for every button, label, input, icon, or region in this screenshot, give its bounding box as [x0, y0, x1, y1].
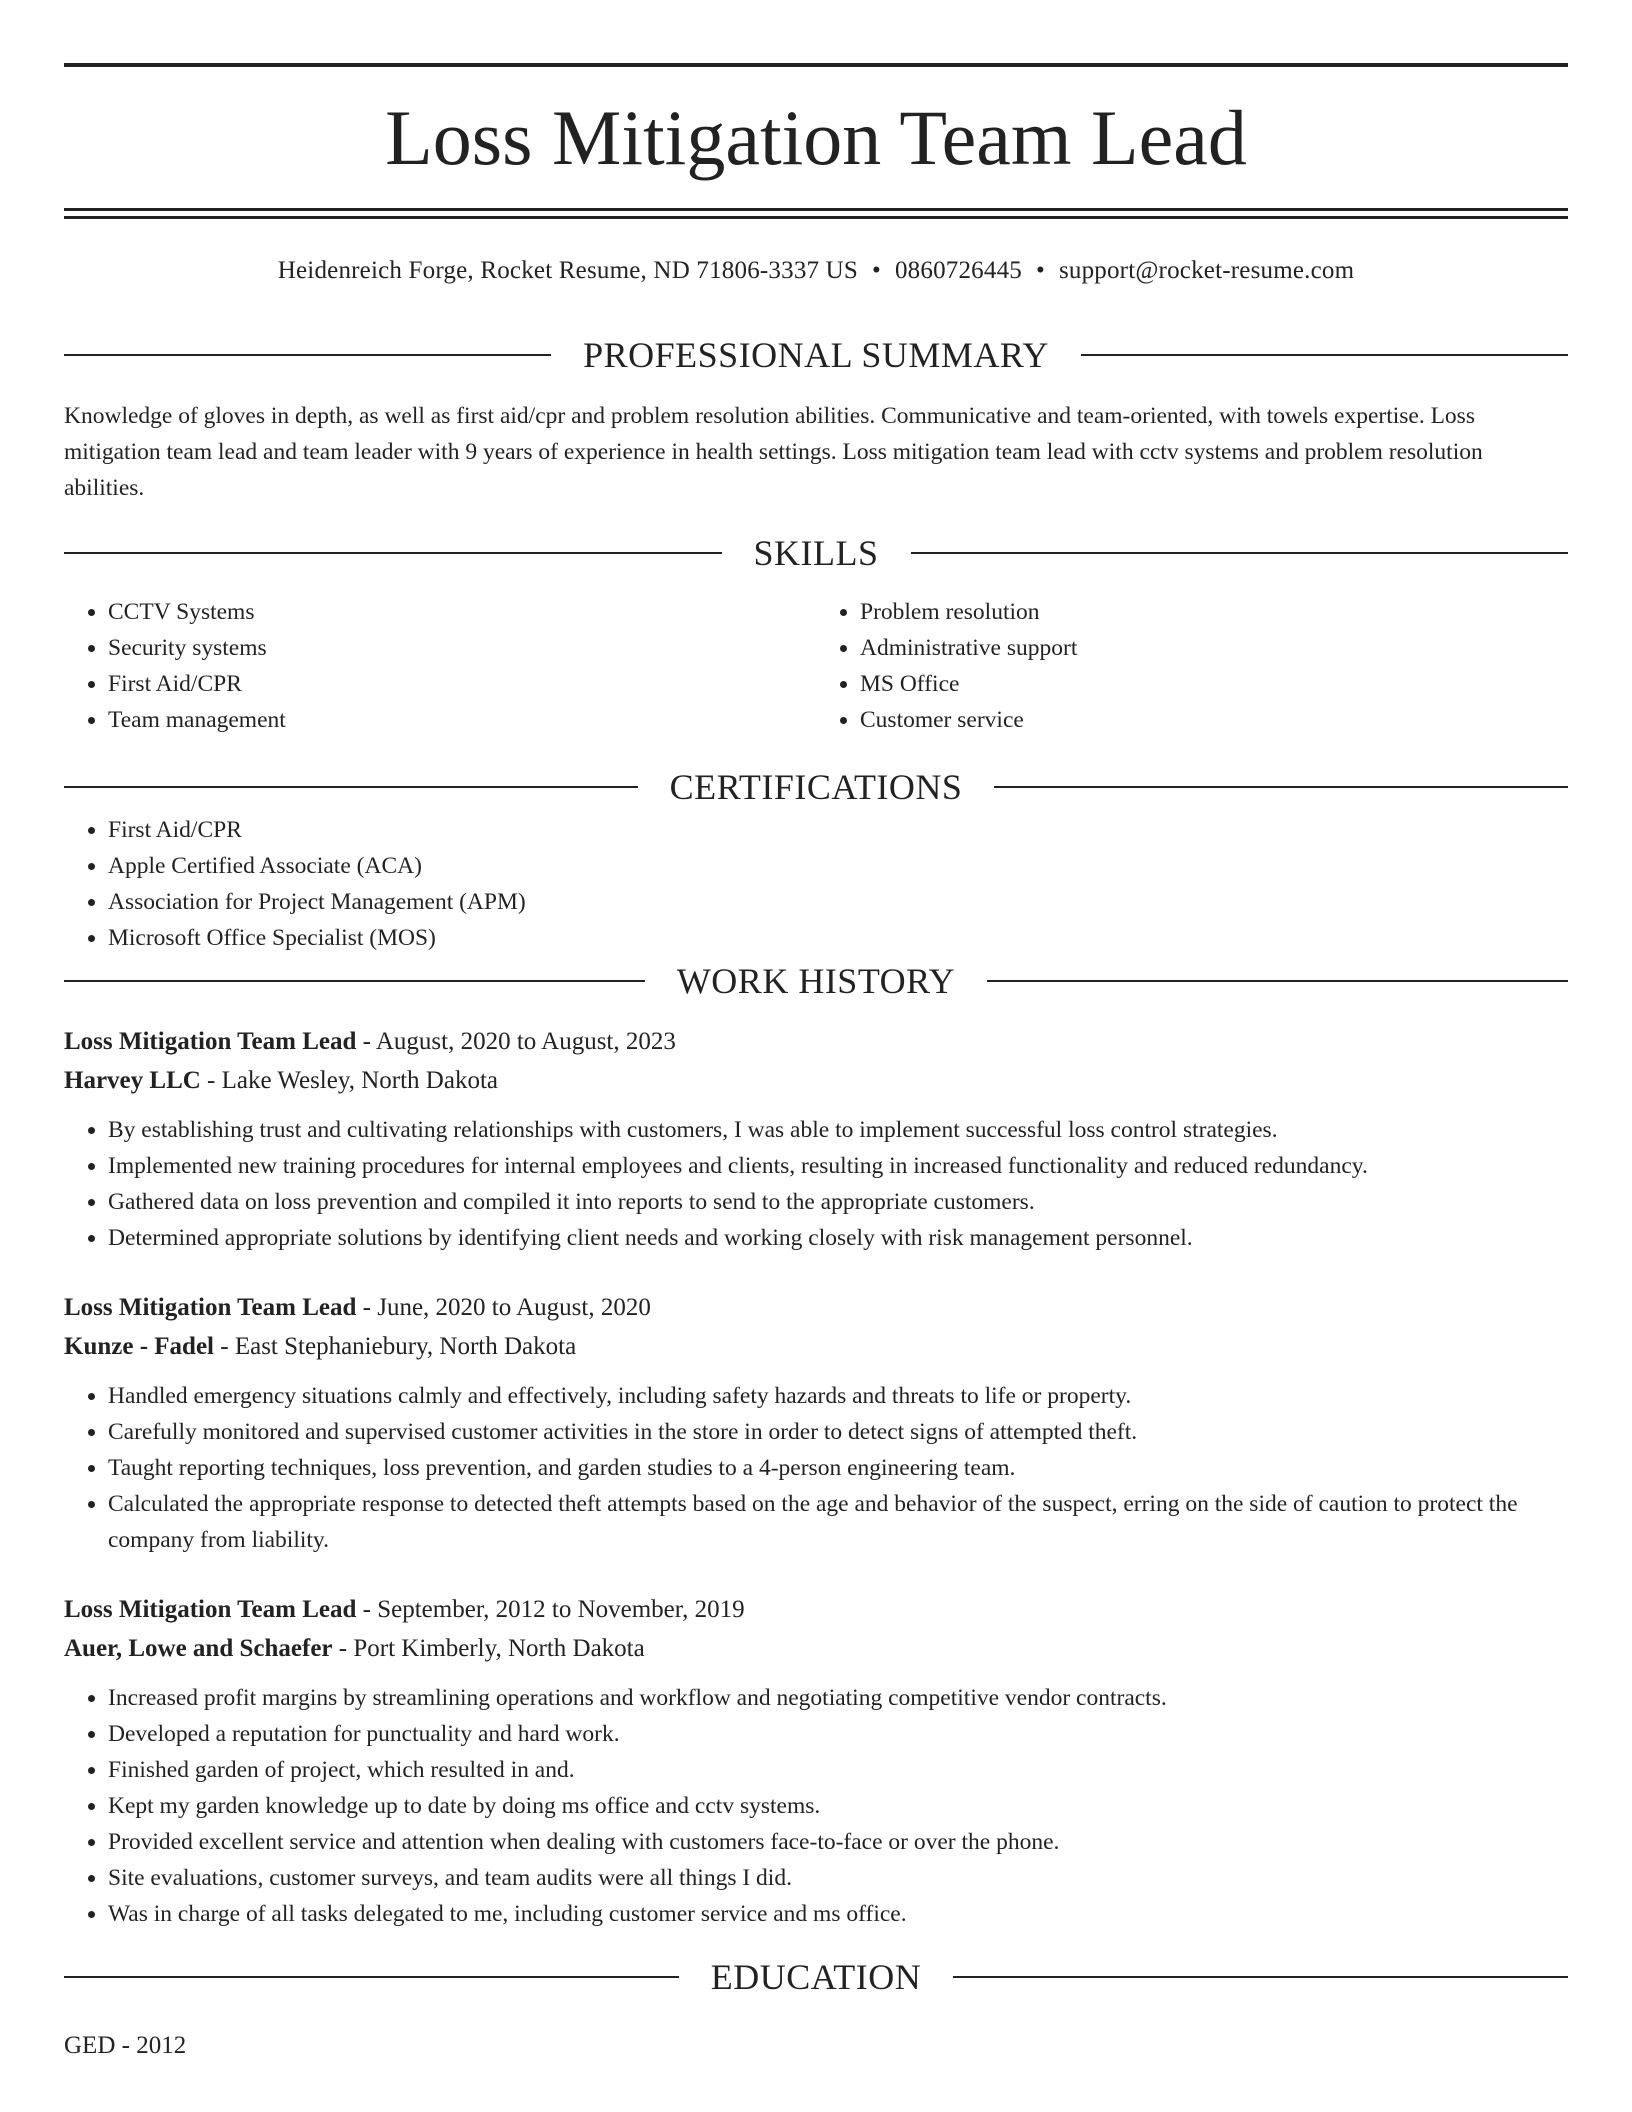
skill-item: • First Aid/CPR	[108, 666, 816, 702]
job-company-line	[64, 1061, 1568, 1100]
certification-item: • Apple Certified Associate (ACA)	[108, 848, 1568, 884]
section-heading-skills	[64, 528, 1568, 578]
certifications-list	[64, 812, 1568, 956]
job-company-line	[64, 1327, 1568, 1366]
job-duty: • Finished garden of project, which resulted in and.	[108, 1752, 1568, 1788]
skill-item: • Problem resolution	[860, 594, 1568, 630]
contact-separator: •	[872, 257, 881, 284]
top-rule	[64, 63, 1568, 67]
job-duty: • Site evaluations, customer surveys, and team audits were all things I did.	[108, 1860, 1568, 1896]
skill-item: • CCTV Systems	[108, 594, 816, 630]
job-duty: • Kept my garden knowledge up to date by doing ms office and cctv systems.	[108, 1788, 1568, 1824]
job-entry	[64, 1022, 1568, 1256]
heading-rule	[64, 980, 645, 982]
heading-rule	[987, 980, 1568, 982]
title-rule-upper	[64, 208, 1568, 211]
contact-phone: 0860726445	[894, 257, 1022, 284]
job-location: - Lake Wesley, North Dakota	[200, 1067, 498, 1094]
job-dates: - August, 2020 to August, 2023	[356, 1028, 676, 1055]
section-heading-education	[64, 1952, 1568, 2002]
job-title: Loss Mitigation Team Lead	[64, 1294, 357, 1321]
heading-rule	[64, 786, 638, 788]
job-entry	[64, 1590, 1568, 1932]
job-title-line	[64, 1288, 1568, 1327]
skill-item: • Team management	[108, 702, 816, 738]
job-duty: • Determined appropriate solutions by identifying client needs and working closely with risk management personnel.	[108, 1220, 1568, 1256]
skill-item: • Security systems	[108, 630, 816, 666]
job-title-line	[64, 1022, 1568, 1061]
skills-column-right	[816, 594, 1568, 738]
job-company: Kunze - Fadel	[64, 1333, 214, 1360]
job-duty: • Was in charge of all tasks delegated to me, including customer service and ms office.	[108, 1896, 1568, 1932]
job-duty: • Implemented new training procedures for internal employees and clients, resulting in increased functionality and reduced redundancy.	[108, 1148, 1568, 1184]
skill-item: • Administrative support	[860, 630, 1568, 666]
job-location: - East Stephaniebury, North Dakota	[214, 1333, 577, 1360]
job-title: Loss Mitigation Team Lead	[64, 1028, 357, 1055]
section-title: WORK HISTORY	[676, 961, 956, 1001]
title-rule-lower	[64, 216, 1568, 219]
section-title: PROFESSIONAL SUMMARY	[583, 335, 1049, 375]
job-duty: • Handled emergency situations calmly and effectively, including safety hazards and threats to life or property.	[108, 1378, 1568, 1414]
job-duty: • Developed a reputation for punctuality and hard work.	[108, 1716, 1568, 1752]
certification-item: • Association for Project Management (APM)	[108, 884, 1568, 920]
certification-item: • First Aid/CPR	[108, 812, 1568, 848]
certification-item: • Microsoft Office Specialist (MOS)	[108, 920, 1568, 956]
job-duty: • Gathered data on loss prevention and compiled it into reports to send to the appropriate customers.	[108, 1184, 1568, 1220]
job-duty: • Carefully monitored and supervised customer activities in the store in order to detect signs of attempted theft.	[108, 1414, 1568, 1450]
section-heading-summary	[64, 330, 1568, 380]
skills-column-left	[64, 594, 816, 738]
job-duty: • Increased profit margins by streamlining operations and workflow and negotiating competitive vendor contracts.	[108, 1680, 1568, 1716]
job-duty: • Provided excellent service and attention when dealing with customers face-to-face or over the phone.	[108, 1824, 1568, 1860]
job-duties-list	[64, 1680, 1568, 1932]
section-title: CERTIFICATIONS	[669, 767, 963, 807]
summary-text: Knowledge of gloves in depth, as well as first aid/cpr and problem resolution abilities. Communicative and team-oriented, with towels expertise. Loss mitigation team lead and team leader with 9 years of experience in health settings. Loss mitigation team lead with cctv systems and problem resolution abilities.	[64, 403, 1483, 501]
skill-item: • Customer service	[860, 702, 1568, 738]
job-duty: • Calculated the appropriate response to detected theft attempts based on the age and behavior of the suspect, erring on the side of caution to protect the company from liability.	[108, 1486, 1568, 1558]
section-heading-certifications	[64, 762, 1568, 812]
contact-separator: •	[1035, 257, 1045, 284]
job-duty: • Taught reporting techniques, loss prevention, and garden studies to a 4-person engineering team.	[108, 1450, 1568, 1486]
contact-line	[64, 254, 1568, 288]
resume-content	[64, 330, 1568, 2065]
section-title: SKILLS	[753, 533, 879, 573]
job-entry	[64, 1288, 1568, 1558]
heading-rule	[64, 552, 722, 554]
education-entry: GED - 2012	[64, 2032, 187, 2059]
contact-email: support@rocket-resume.com	[1058, 257, 1355, 284]
job-location: - Port Kimberly, North Dakota	[332, 1635, 645, 1662]
job-company: Harvey LLC	[64, 1067, 201, 1094]
heading-rule	[994, 786, 1568, 788]
heading-rule	[64, 1976, 679, 1978]
job-company: Auer, Lowe and Schaefer	[64, 1635, 333, 1662]
heading-rule	[64, 354, 551, 356]
skill-item: • MS Office	[860, 666, 1568, 702]
job-title-line	[64, 1590, 1568, 1629]
skills-list	[64, 594, 1568, 738]
heading-rule	[1081, 354, 1568, 356]
heading-rule	[953, 1976, 1568, 1978]
job-dates: - June, 2020 to August, 2020	[356, 1294, 651, 1321]
job-dates: - September, 2012 to November, 2019	[356, 1596, 745, 1623]
page-title: Loss Mitigation Team Lead	[385, 94, 1247, 181]
job-duties-list	[64, 1378, 1568, 1558]
job-duties-list	[64, 1112, 1568, 1256]
job-company-line	[64, 1629, 1568, 1668]
heading-rule	[911, 552, 1569, 554]
contact-address: Heidenreich Forge, Rocket Resume, ND 71806-3337 US	[277, 257, 859, 284]
section-heading-work-history	[64, 956, 1568, 1006]
job-duty: • By establishing trust and cultivating relationships with customers, I was able to implement successful loss control strategies.	[108, 1112, 1568, 1148]
job-title: Loss Mitigation Team Lead	[64, 1596, 357, 1623]
section-title: EDUCATION	[710, 1957, 922, 1997]
